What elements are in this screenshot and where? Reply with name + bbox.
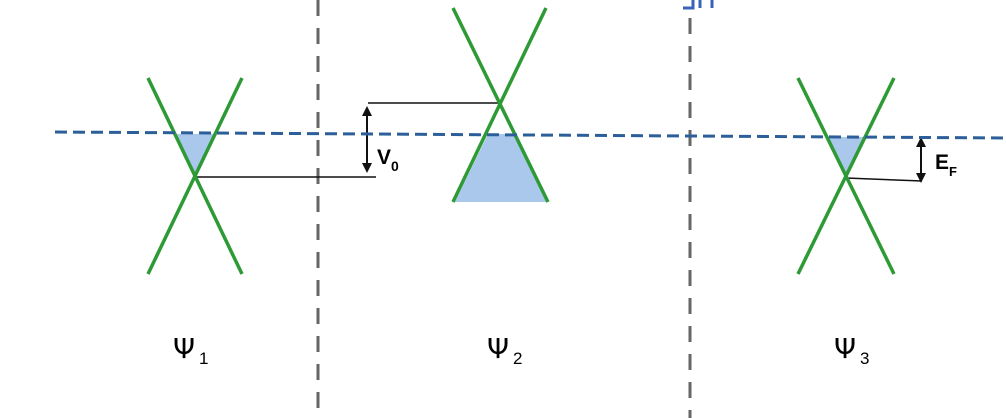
region-1-label: Ψ 1 — [173, 332, 209, 368]
ef-label: $E_F$ — [935, 151, 957, 179]
v0-subscript: 0 — [391, 158, 399, 174]
dirac-point-3-leader — [846, 178, 922, 181]
region-2-label: Ψ 2 — [487, 332, 523, 368]
v0-label: $V_0$ — [377, 146, 399, 174]
top-artifact — [683, 0, 712, 8]
dirac-cone-3 — [798, 78, 894, 274]
ef-subscript: F — [949, 164, 957, 179]
cone-1-filled-region — [177, 134, 214, 177]
region-3-label: Ψ 3 — [834, 332, 870, 368]
dirac-cone-1 — [148, 78, 242, 274]
cone-3-filled-region — [828, 137, 864, 178]
